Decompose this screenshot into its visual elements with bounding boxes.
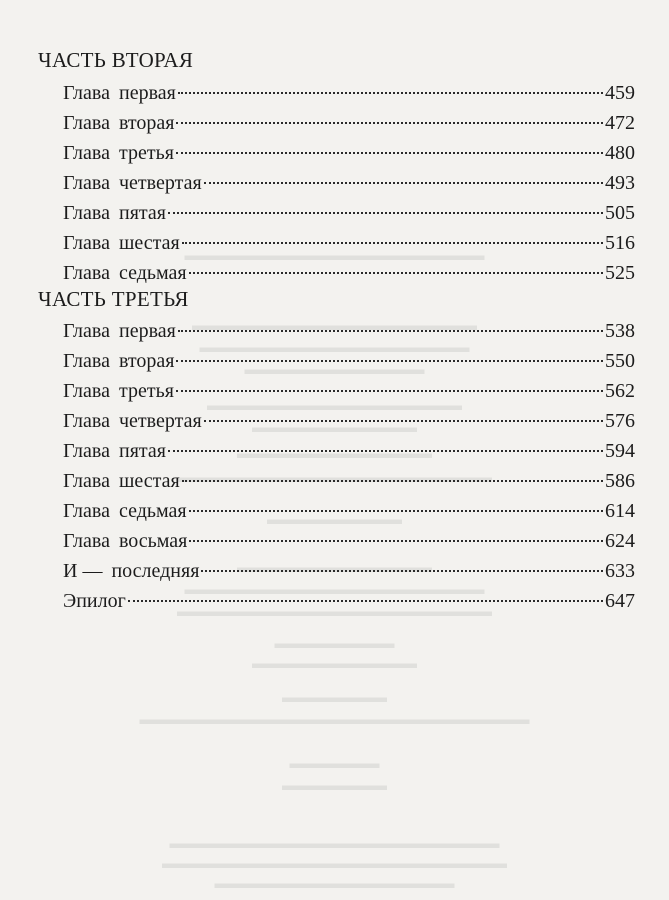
toc-entry-ordinal: пятая bbox=[118, 202, 166, 224]
toc-entry bbox=[63, 142, 635, 172]
toc-entry bbox=[63, 560, 635, 590]
toc-page-number: 562 bbox=[605, 380, 635, 402]
toc-entry-ordinal: четвертая bbox=[118, 410, 202, 432]
reverse-side-bleed-through: ▬▬▬▬▬▬▬▬▬▬▬▬▬▬▬▬▬▬▬▬ ▬▬▬▬▬▬▬▬▬▬▬▬▬▬▬▬▬▬▬ ▬▬▬▬▬▬▬▬▬▬▬▬▬▬▬▬▬▬ ▬▬▬▬▬▬▬▬▬▬▬▬ ▬▬▬▬▬▬▬▬▬▬▬▬▬▬▬▬▬ ▬▬▬▬▬▬▬▬▬▬▬ ▬▬▬▬▬▬▬▬▬▬▬▬▬ ▬▬▬▬▬▬▬▬▬▬▬▬▬▬▬▬▬▬▬▬▬ ▬▬▬▬▬▬▬▬▬ ▬▬▬▬▬▬▬▬▬▬▬▬▬ ▬▬▬▬▬▬▬▬▬▬▬▬▬▬▬▬▬▬▬▬ ▬▬▬▬▬▬▬▬▬▬▬▬▬▬▬▬▬▬▬▬▬ ▬▬▬▬▬▬▬▬ ▬▬▬▬▬▬▬▬▬▬▬ ▬▬▬▬▬▬▬ ▬▬▬▬▬▬▬▬▬▬▬▬▬▬▬▬▬▬▬▬▬▬▬▬▬▬ ▬▬▬▬▬▬ ▬▬▬▬▬▬▬ ▬▬▬▬▬▬▬▬▬▬▬▬▬▬▬▬▬▬▬▬▬▬ ▬▬▬▬▬▬▬▬▬▬▬▬▬▬▬▬▬▬▬▬▬▬▬ ▬▬▬▬▬▬▬▬▬▬▬▬▬▬▬▬ bbox=[139, 248, 530, 892]
toc-dot-leader bbox=[176, 152, 603, 154]
part-two-toc-list bbox=[63, 82, 635, 292]
toc-entry-label: Глава bbox=[63, 350, 110, 372]
toc-entry-label: Глава bbox=[63, 112, 110, 134]
toc-entry-ordinal: четвертая bbox=[118, 172, 202, 194]
toc-entry-ordinal: первая bbox=[118, 82, 176, 104]
toc-dot-leader bbox=[168, 212, 603, 214]
toc-entry-label: Эпилог bbox=[63, 590, 126, 612]
toc-page-number: 516 bbox=[605, 232, 635, 254]
toc-dot-leader bbox=[176, 390, 603, 392]
toc-page-number: 538 bbox=[605, 320, 635, 342]
toc-dot-leader bbox=[189, 510, 603, 512]
toc-entry bbox=[63, 380, 635, 410]
toc-entry bbox=[63, 590, 635, 620]
toc-entry-ordinal: шестая bbox=[118, 470, 180, 492]
toc-entry-ordinal: восьмая bbox=[118, 530, 188, 552]
toc-dot-leader bbox=[176, 122, 603, 124]
toc-entry-ordinal: третья bbox=[118, 142, 174, 164]
toc-entry-ordinal: седьмая bbox=[118, 262, 187, 284]
toc-dot-leader bbox=[182, 480, 603, 482]
toc-entry-label: Глава bbox=[63, 410, 110, 432]
toc-dot-leader bbox=[128, 600, 603, 602]
toc-dot-leader bbox=[204, 420, 603, 422]
toc-page-number: 505 bbox=[605, 202, 635, 224]
toc-entry-label: Глава bbox=[63, 380, 110, 402]
toc-entry bbox=[63, 410, 635, 440]
toc-entry bbox=[63, 202, 635, 232]
toc-page-number: 459 bbox=[605, 82, 635, 104]
toc-entry-label: Глава bbox=[63, 142, 110, 164]
toc-entry-label: Глава bbox=[63, 232, 110, 254]
toc-entry-label: Глава bbox=[63, 202, 110, 224]
toc-entry-label: И — bbox=[63, 560, 103, 582]
toc-entry bbox=[63, 320, 635, 350]
toc-entry-label: Глава bbox=[63, 82, 110, 104]
toc-entry-ordinal: седьмая bbox=[118, 500, 187, 522]
toc-page-number: 525 bbox=[605, 262, 635, 284]
toc-entry bbox=[63, 500, 635, 530]
toc-page-number: 647 bbox=[605, 590, 635, 612]
toc-entry-label: Глава bbox=[63, 530, 110, 552]
toc-entry bbox=[63, 440, 635, 470]
toc-entry-label: Глава bbox=[63, 172, 110, 194]
toc-entry-ordinal: шестая bbox=[118, 232, 180, 254]
toc-entry-ordinal: первая bbox=[118, 320, 176, 342]
toc-entry-ordinal: пятая bbox=[118, 440, 166, 462]
toc-page-number: 472 bbox=[605, 112, 635, 134]
toc-page-number: 550 bbox=[605, 350, 635, 372]
toc-entry bbox=[63, 82, 635, 112]
part-two-heading: ЧАСТЬ ВТОРАЯ bbox=[38, 48, 194, 72]
toc-page-number: 480 bbox=[605, 142, 635, 164]
toc-page-number: 576 bbox=[605, 410, 635, 432]
toc-page-number: 624 bbox=[605, 530, 635, 552]
toc-dot-leader bbox=[204, 182, 603, 184]
toc-entry-ordinal: вторая bbox=[118, 350, 175, 372]
toc-page-number: 586 bbox=[605, 470, 635, 492]
toc-entry-label: Глава bbox=[63, 470, 110, 492]
toc-entry-ordinal: вторая bbox=[118, 112, 175, 134]
toc-entry-ordinal: третья bbox=[118, 380, 174, 402]
toc-page-number: 493 bbox=[605, 172, 635, 194]
toc-page-number: 633 bbox=[605, 560, 635, 582]
toc-entry bbox=[63, 172, 635, 202]
part-three-heading: ЧАСТЬ ТРЕТЬЯ bbox=[38, 287, 189, 311]
toc-entry-label: Глава bbox=[63, 320, 110, 342]
toc-page-number: 594 bbox=[605, 440, 635, 462]
toc-entry-label: Глава bbox=[63, 440, 110, 462]
toc-entry bbox=[63, 350, 635, 380]
toc-dot-leader bbox=[176, 360, 603, 362]
toc-page-number: 614 bbox=[605, 500, 635, 522]
toc-dot-leader bbox=[201, 570, 603, 572]
toc-dot-leader bbox=[189, 272, 603, 274]
toc-dot-leader bbox=[189, 540, 603, 542]
toc-entry bbox=[63, 112, 635, 142]
toc-dot-leader bbox=[178, 92, 603, 94]
toc-entry bbox=[63, 470, 635, 500]
part-three-toc-list bbox=[63, 320, 635, 620]
toc-entry-label: Глава bbox=[63, 262, 110, 284]
toc-entry-label: Глава bbox=[63, 500, 110, 522]
toc-dot-leader bbox=[168, 450, 603, 452]
toc-dot-leader bbox=[178, 330, 603, 332]
toc-entry bbox=[63, 530, 635, 560]
toc-dot-leader bbox=[182, 242, 603, 244]
toc-entry-ordinal: последняя bbox=[111, 560, 200, 582]
toc-entry bbox=[63, 232, 635, 262]
